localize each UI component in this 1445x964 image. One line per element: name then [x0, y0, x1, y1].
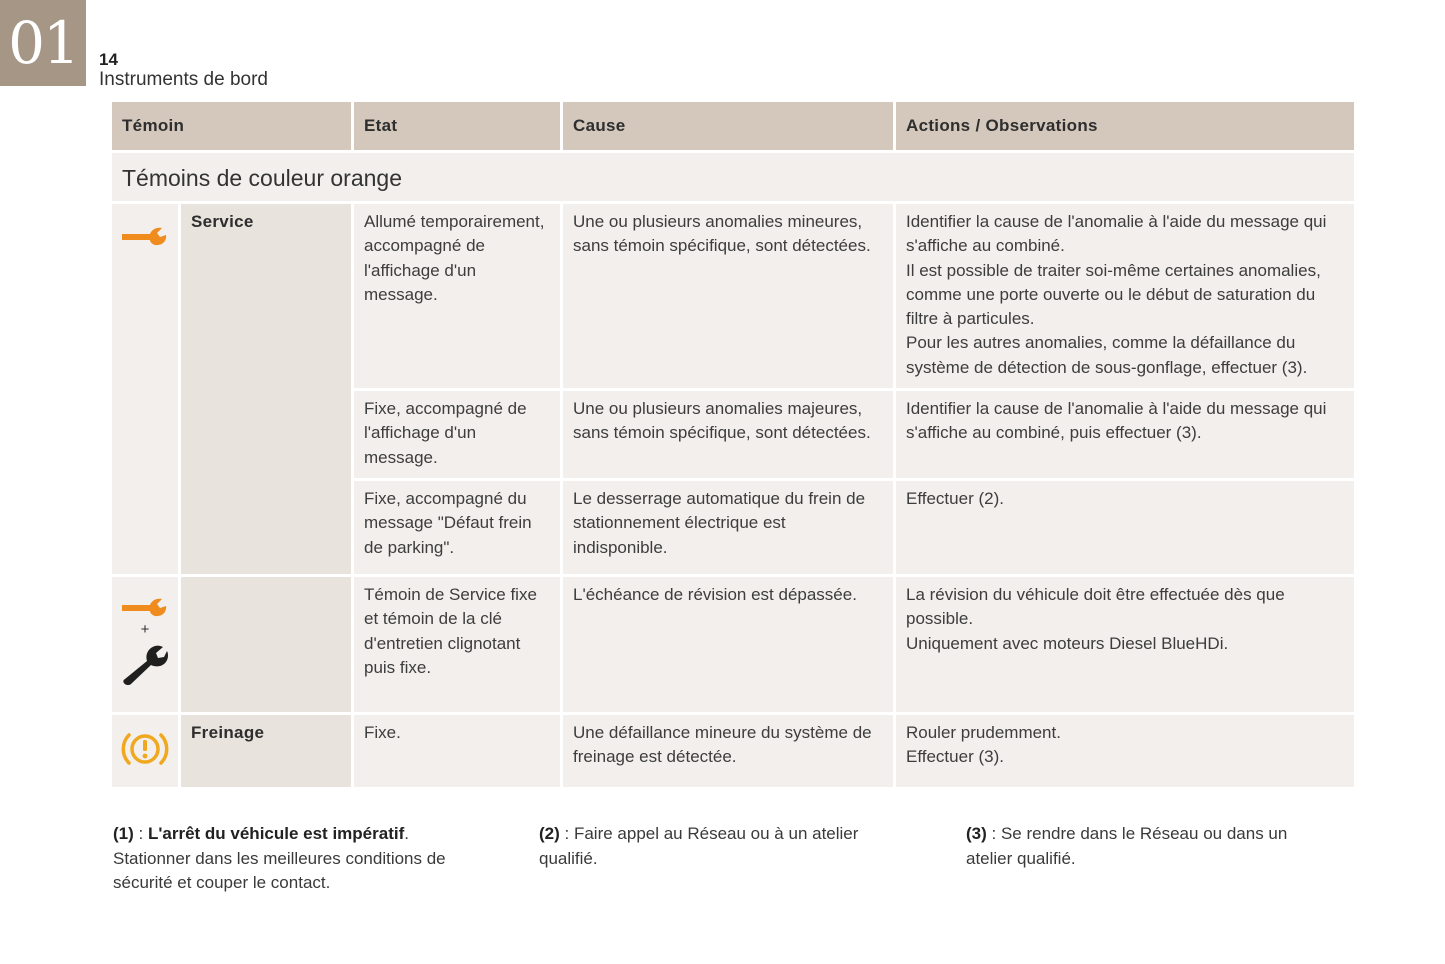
footnote-text: Faire appel au Réseau ou à un atelier qualifié.	[539, 824, 859, 868]
footnote-1	[113, 822, 493, 896]
footnote-text: Stationner dans les meilleures conditions de sécurité et couper le contact.	[113, 848, 446, 892]
wrench-icon	[120, 597, 170, 619]
etat-cell: Fixe.	[354, 715, 560, 787]
service-key-icon-cell	[112, 577, 178, 712]
warning-lights-table	[109, 99, 1357, 790]
table-row	[112, 204, 1354, 388]
actions-cell: Effectuer (2).	[896, 481, 1354, 574]
freinage-name: Freinage	[181, 715, 351, 787]
actions-cell: Identifier la cause de l'anomalie à l'aide du message qui s'affiche au combiné. Il est possible de traiter soi-même certaines anomalies, comme une porte ouverte ou le début de saturation du filtre à particules. Pour les autres anomalies, comme la défaillance du système de détection de sous-gonflage, effectuer (3).	[896, 204, 1354, 388]
brake-icon-cell	[112, 715, 178, 787]
actions-cell: Rouler prudemment. Effectuer (3).	[896, 715, 1354, 787]
table-header-row	[112, 102, 1354, 150]
cause-cell: Une ou plusieurs anomalies majeures, sans témoin spécifique, sont détectées.	[563, 391, 893, 478]
cause-cell: Le desserrage automatique du frein de stationnement électrique est indisponible.	[563, 481, 893, 574]
footnote-ref: (3)	[966, 824, 987, 843]
table-subheader: Témoins de couleur orange	[112, 153, 1354, 201]
table-row	[112, 715, 1354, 787]
table-row	[112, 577, 1354, 712]
cause-cell: Une défaillance mineure du système de freinage est détectée.	[563, 715, 893, 787]
footnote-text: Se rendre dans le Réseau ou dans un atelier qualifié.	[966, 824, 1288, 868]
service-name: Service	[181, 204, 351, 574]
etat-cell: Allumé temporairement, accompagné de l'affichage d'un message.	[354, 204, 560, 388]
chapter-number: 01	[0, 0, 86, 86]
page-number: 14	[99, 50, 118, 69]
footnote-2	[539, 822, 909, 871]
section-title: Instruments de bord	[99, 69, 268, 90]
service-icon-cell	[112, 204, 178, 574]
footnote-3	[966, 822, 1336, 871]
plus-sign: +	[140, 620, 150, 638]
etat-cell: Témoin de Service fixe et témoin de la clé d'entretien clignotant puis fixe.	[354, 577, 560, 712]
actions-cell: Identifier la cause de l'anomalie à l'aide du message qui s'affiche au combiné, puis effectuer (3).	[896, 391, 1354, 478]
etat-cell: Fixe, accompagné du message "Défaut frein de parking".	[354, 481, 560, 574]
service-key-name	[181, 577, 351, 712]
footnote-sep: :	[133, 824, 148, 843]
footnote-sep: :	[559, 824, 574, 843]
footnote-after: .	[404, 824, 409, 843]
header-temoin: Témoin	[112, 102, 351, 150]
footnote-bold: L'arrêt du véhicule est impératif	[147, 824, 405, 843]
footnote-ref: (2)	[539, 824, 560, 843]
subheader-row	[112, 153, 1354, 201]
header-etat: Etat	[354, 102, 560, 150]
header-cause: Cause	[563, 102, 893, 150]
cause-cell: Une ou plusieurs anomalies mineures, sans témoin spécifique, sont détectées.	[563, 204, 893, 388]
footnote-sep: :	[986, 824, 1001, 843]
header-actions: Actions / Observations	[896, 102, 1354, 150]
wrench-icon	[120, 226, 170, 248]
actions-cell: La révision du véhicule doit être effectuée dès que possible. Uniquement avec moteurs Diesel BlueHDi.	[896, 577, 1354, 712]
cause-cell: L'échéance de révision est dépassée.	[563, 577, 893, 712]
etat-cell: Fixe, accompagné de l'affichage d'un message.	[354, 391, 560, 478]
maintenance-key-icon	[121, 643, 169, 685]
footnote-ref: (1)	[113, 824, 134, 843]
brake-warning-icon	[121, 729, 169, 769]
